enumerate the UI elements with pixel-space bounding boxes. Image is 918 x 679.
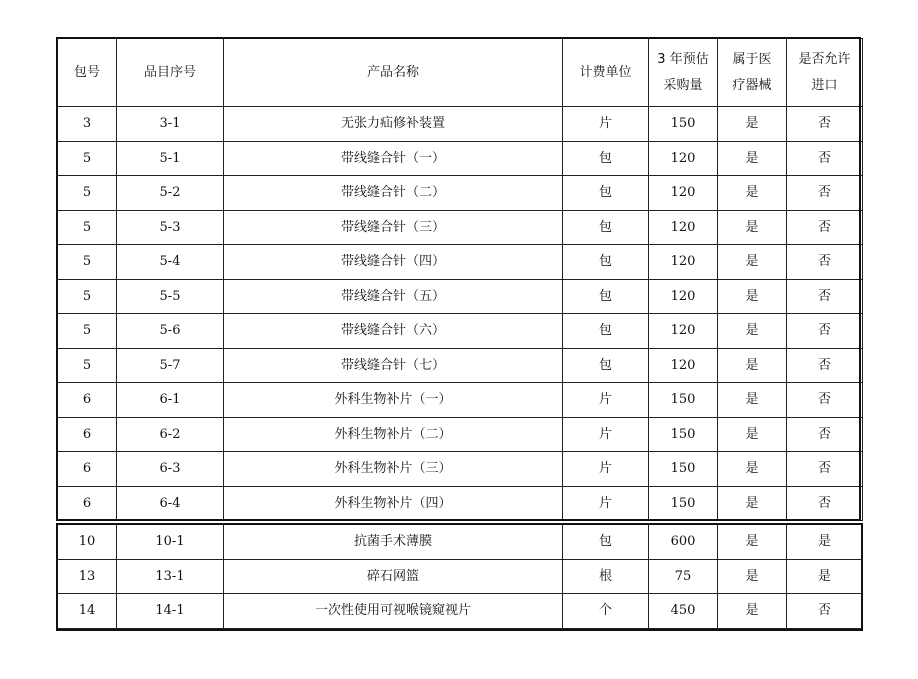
header-estimated-quantity-line1: 3 年预估 [657, 51, 709, 67]
cell-import-allowed: 否 [787, 314, 863, 349]
cell-medical-device: 是 [718, 176, 787, 211]
cell-import-allowed: 否 [787, 348, 863, 383]
cell-item-no: 14-1 [117, 594, 224, 629]
header-medical-device [718, 39, 787, 107]
cell-import-allowed: 是 [787, 525, 863, 560]
cell-estimated-quantity: 120 [649, 314, 718, 349]
cell-product-name: 外科生物补片（二） [224, 417, 563, 452]
cell-product-name: 一次性使用可视喉镜窥视片 [224, 594, 563, 629]
cell-billing-unit: 包 [563, 525, 649, 560]
table-row [58, 210, 863, 245]
cell-item-no: 5-3 [117, 210, 224, 245]
table-row [58, 348, 863, 383]
cell-product-name: 抗菌手术薄膜 [224, 525, 563, 560]
header-medical-device-line2: 疗器械 [732, 77, 772, 93]
cell-billing-unit: 个 [563, 594, 649, 629]
cell-item-no: 5-5 [117, 279, 224, 314]
header-billing-unit: 计费单位 [563, 39, 649, 107]
cell-estimated-quantity: 120 [649, 176, 718, 211]
cell-import-allowed: 否 [787, 245, 863, 280]
cell-billing-unit: 片 [563, 486, 649, 521]
header-medical-device-line1: 属于医 [732, 51, 772, 67]
table-row [58, 314, 863, 349]
cell-billing-unit: 片 [563, 383, 649, 418]
cell-product-name: 带线缝合针（六） [224, 314, 563, 349]
cell-billing-unit: 包 [563, 210, 649, 245]
cell-billing-unit: 包 [563, 314, 649, 349]
cell-package-no: 13 [58, 559, 117, 594]
cell-item-no: 6-1 [117, 383, 224, 418]
cell-item-no: 6-3 [117, 452, 224, 487]
cell-import-allowed: 否 [787, 176, 863, 211]
cell-estimated-quantity: 120 [649, 279, 718, 314]
cell-medical-device: 是 [718, 559, 787, 594]
cell-import-allowed: 否 [787, 210, 863, 245]
cell-package-no: 6 [58, 417, 117, 452]
cell-item-no: 5-1 [117, 141, 224, 176]
table-row [58, 594, 863, 629]
cell-estimated-quantity: 150 [649, 452, 718, 487]
header-package-no: 包号 [58, 39, 117, 107]
cell-item-no: 6-4 [117, 486, 224, 521]
cell-billing-unit: 根 [563, 559, 649, 594]
cell-package-no: 5 [58, 176, 117, 211]
cell-import-allowed: 否 [787, 141, 863, 176]
cell-medical-device: 是 [718, 210, 787, 245]
cell-billing-unit: 包 [563, 141, 649, 176]
cell-product-name: 带线缝合针（七） [224, 348, 563, 383]
cell-billing-unit: 包 [563, 176, 649, 211]
table-row [58, 245, 863, 280]
table-row [58, 383, 863, 418]
cell-item-no: 5-6 [117, 314, 224, 349]
cell-product-name: 碎石网篮 [224, 559, 563, 594]
cell-import-allowed: 是 [787, 559, 863, 594]
header-estimated-quantity-line2: 采购量 [663, 77, 703, 93]
cell-estimated-quantity: 120 [649, 141, 718, 176]
cell-import-allowed: 否 [787, 486, 863, 521]
cell-billing-unit: 片 [563, 452, 649, 487]
procurement-table-lower [57, 524, 863, 629]
cell-product-name: 外科生物补片（四） [224, 486, 563, 521]
cell-medical-device: 是 [718, 525, 787, 560]
cell-medical-device: 是 [718, 383, 787, 418]
table-row [58, 107, 863, 142]
cell-medical-device: 是 [718, 107, 787, 142]
cell-medical-device: 是 [718, 141, 787, 176]
cell-estimated-quantity: 150 [649, 107, 718, 142]
procurement-table-upper [57, 38, 863, 521]
header-product-name: 产品名称 [224, 39, 563, 107]
cell-estimated-quantity: 120 [649, 348, 718, 383]
header-import-allowed-line2: 进口 [811, 77, 838, 93]
cell-medical-device: 是 [718, 486, 787, 521]
cell-package-no: 5 [58, 348, 117, 383]
cell-package-no: 3 [58, 107, 117, 142]
cell-estimated-quantity: 450 [649, 594, 718, 629]
table-header-row [58, 39, 863, 107]
cell-package-no: 5 [58, 279, 117, 314]
cell-estimated-quantity: 120 [649, 245, 718, 280]
cell-estimated-quantity: 150 [649, 486, 718, 521]
cell-package-no: 5 [58, 210, 117, 245]
cell-product-name: 带线缝合针（五） [224, 279, 563, 314]
cell-import-allowed: 否 [787, 107, 863, 142]
cell-package-no: 6 [58, 452, 117, 487]
cell-product-name: 带线缝合针（四） [224, 245, 563, 280]
table-row [58, 417, 863, 452]
table-row [58, 452, 863, 487]
cell-medical-device: 是 [718, 279, 787, 314]
cell-import-allowed: 否 [787, 417, 863, 452]
cell-estimated-quantity: 120 [649, 210, 718, 245]
cell-package-no: 10 [58, 525, 117, 560]
cell-estimated-quantity: 150 [649, 417, 718, 452]
cell-package-no: 6 [58, 486, 117, 521]
cell-item-no: 10-1 [117, 525, 224, 560]
cell-product-name: 带线缝合针（二） [224, 176, 563, 211]
cell-package-no: 5 [58, 245, 117, 280]
cell-package-no: 5 [58, 314, 117, 349]
table-row [58, 176, 863, 211]
cell-item-no: 5-4 [117, 245, 224, 280]
header-import-allowed [787, 39, 863, 107]
cell-item-no: 13-1 [117, 559, 224, 594]
cell-medical-device: 是 [718, 245, 787, 280]
cell-package-no: 6 [58, 383, 117, 418]
cell-medical-device: 是 [718, 452, 787, 487]
header-import-allowed-line1: 是否允许 [798, 51, 851, 67]
cell-item-no: 5-2 [117, 176, 224, 211]
cell-billing-unit: 包 [563, 245, 649, 280]
cell-product-name: 带线缝合针（一） [224, 141, 563, 176]
cell-medical-device: 是 [718, 348, 787, 383]
table-row [58, 141, 863, 176]
cell-import-allowed: 否 [787, 383, 863, 418]
cell-product-name: 外科生物补片（一） [224, 383, 563, 418]
cell-product-name: 外科生物补片（三） [224, 452, 563, 487]
table-row [58, 279, 863, 314]
cell-package-no: 5 [58, 141, 117, 176]
cell-import-allowed: 否 [787, 594, 863, 629]
header-item-no: 品目序号 [117, 39, 224, 107]
cell-billing-unit: 片 [563, 107, 649, 142]
cell-item-no: 3-1 [117, 107, 224, 142]
cell-estimated-quantity: 75 [649, 559, 718, 594]
cell-medical-device: 是 [718, 417, 787, 452]
cell-import-allowed: 否 [787, 452, 863, 487]
table-row [58, 486, 863, 521]
cell-product-name: 带线缝合针（三） [224, 210, 563, 245]
cell-billing-unit: 片 [563, 417, 649, 452]
cell-estimated-quantity: 600 [649, 525, 718, 560]
cell-estimated-quantity: 150 [649, 383, 718, 418]
cell-medical-device: 是 [718, 594, 787, 629]
cell-item-no: 5-7 [117, 348, 224, 383]
header-estimated-quantity [649, 39, 718, 107]
cell-package-no: 14 [58, 594, 117, 629]
cell-product-name: 无张力疝修补装置 [224, 107, 563, 142]
table-row [58, 559, 863, 594]
cell-item-no: 6-2 [117, 417, 224, 452]
table-row [58, 525, 863, 560]
cell-billing-unit: 包 [563, 348, 649, 383]
cell-billing-unit: 包 [563, 279, 649, 314]
cell-medical-device: 是 [718, 314, 787, 349]
cell-import-allowed: 否 [787, 279, 863, 314]
